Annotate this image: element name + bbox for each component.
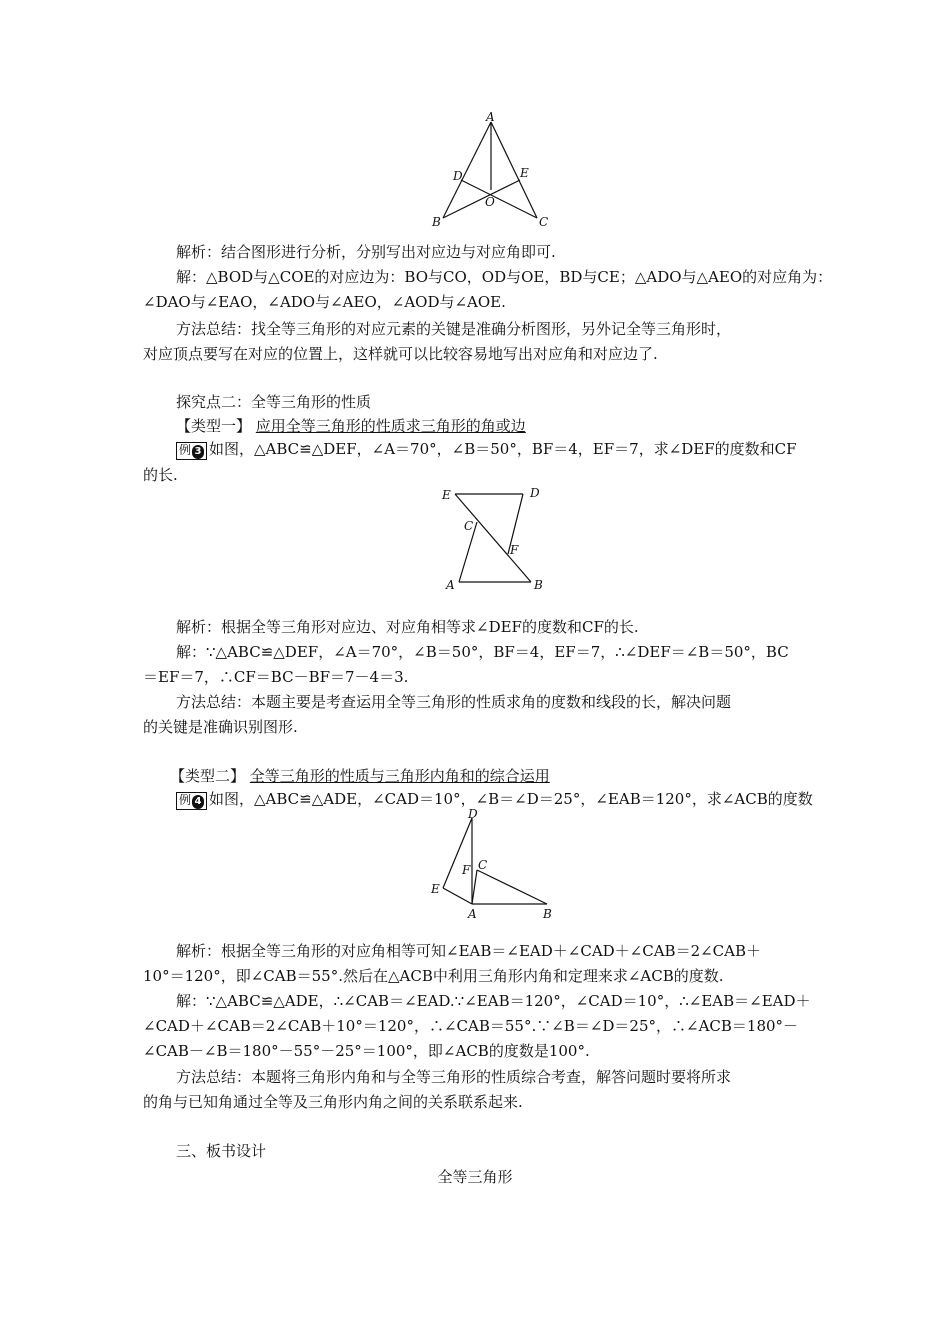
p1-analysis: 解析：结合图形进行分析，分别写出对应边与对应角即可.: [176, 243, 556, 261]
fig2-label-c: C: [464, 519, 474, 533]
fig1-label-b: B: [432, 215, 441, 229]
fig3-label-d: D: [468, 807, 478, 821]
example3-badge: 例 3: [176, 442, 207, 460]
type1-heading: 【类型一】 应用全等三角形的性质求三角形的角或边: [176, 417, 526, 435]
p3-analysis-line1: 解析：根据全等三角形的对应角相等可知∠EAB＝∠EAD＋∠CAD＋∠CAB＝2∠CAB＋: [176, 942, 762, 960]
section3-title: 三、板书设计: [176, 1142, 267, 1160]
figure-3: [425, 806, 575, 921]
fig1-label-a: A: [486, 110, 495, 124]
section2-title: 探究点二：全等三角形的性质: [176, 393, 372, 411]
p2-method-line2: 的关键是准确识别图形.: [143, 718, 298, 736]
example4-badge: 例 4: [176, 792, 207, 810]
p2-method-line1: 方法总结：本题主要是考查运用全等三角形的性质求角的度数和线段的长，解决问题: [176, 693, 732, 711]
fig2-label-b: B: [534, 578, 543, 592]
fig3-label-e: E: [431, 882, 440, 896]
fig3-label-a: A: [468, 907, 477, 921]
p3-solution-line3: ∠CAB－∠B＝180°－55°－25°＝100°，即∠ACB的度数是100°.: [143, 1042, 590, 1060]
example3-line2: 的长.: [143, 466, 178, 484]
p1-solution-line2: ∠DAO与∠EAO，∠ADO与∠AEO，∠AOD与∠AOE.: [143, 293, 506, 311]
fig1-label-o: O: [485, 195, 495, 209]
figure-2: [435, 484, 565, 594]
type2-heading: 【类型二】 全等三角形的性质与三角形内角和的综合运用: [170, 767, 550, 785]
p1-method-line1: 方法总结：找全等三角形的对应元素的关键是准确分析图形，另外记全等三角形时，: [176, 320, 732, 338]
fig3-label-f: F: [462, 863, 471, 877]
fig2-label-d: D: [530, 486, 540, 500]
fig3-line-de: [443, 818, 472, 888]
fig3-line-cb: [477, 870, 547, 904]
p1-solution-line1: 解：△BOD与△COE的对应边为：BO与CO，OD与OE，BD与CE；△ADO与△AEO的对应角为：: [176, 268, 833, 286]
fig3-line-ea: [443, 888, 472, 904]
fig1-line-be: [443, 180, 520, 218]
fig3-line-ca: [472, 870, 477, 904]
fig1-label-e: E: [520, 166, 529, 180]
p3-method-line1: 方法总结：本题将三角形内角和与全等三角形的性质综合考查，解答问题时要将所求: [176, 1068, 732, 1086]
example4-line1: 例 4 如图，△ABC≌△ADE，∠CAD＝10°，∠B＝∠D＝25°，∠EAB＝120°，求∠ACB的度数: [176, 788, 846, 810]
fig1-line-cd: [461, 180, 537, 218]
fig1-label-c: C: [539, 215, 549, 229]
example3-line1: 例 3 如图，△ABC≌△DEF，∠A＝70°，∠B＝50°，BF＝4，EF＝7，求∠DEF的度数和CF: [176, 438, 846, 460]
p3-solution-line2: ∠CAD＋∠CAB＝2∠CAB＋10°＝120°，∴∠CAB＝55°.∵∠B＝∠D＝25°，∴∠ACB＝180°－: [143, 1017, 799, 1035]
fig2-label-f: F: [510, 543, 519, 557]
p3-analysis-line2: 10°＝120°，即∠CAB＝55°.然后在△ACB中利用三角形内角和定理来求∠ACB的度数.: [143, 967, 724, 985]
p1-method-line2: 对应顶点要写在对应的位置上，这样就可以比较容易地写出对应角和对应边了.: [143, 345, 658, 363]
fig1-line-ab: [443, 122, 491, 218]
fig3-label-c: C: [478, 858, 488, 872]
p3-solution-line1: 解：∵△ABC≌△ADE，∴∠CAB＝∠EAD.∵∠EAB＝120°，∠CAD＝10°，∴∠EAB＝∠EAD＋: [176, 992, 811, 1010]
fig3-label-b: B: [543, 907, 552, 921]
p2-analysis: 解析：根据全等三角形对应边、对应角相等求∠DEF的度数和CF的长.: [176, 618, 639, 636]
board-title: 全等三角形: [437, 1168, 513, 1186]
p2-solution-line2: ＝EF＝7，∴CF＝BC－BF＝7－4＝3.: [143, 668, 409, 686]
fig1-label-d: D: [453, 169, 463, 183]
fig2-label-a: A: [446, 578, 455, 592]
fig2-label-e: E: [442, 488, 451, 502]
p3-method-line2: 的角与已知角通过全等及三角形内角之间的关系联系起来.: [143, 1093, 523, 1111]
figure-1: [425, 110, 565, 235]
fig1-line-ac: [491, 122, 537, 218]
p2-solution-line1: 解：∵△ABC≌△DEF，∠A＝70°，∠B＝50°，BF＝4，EF＝7，∴∠DEF＝∠B＝50°，BC: [176, 643, 789, 661]
